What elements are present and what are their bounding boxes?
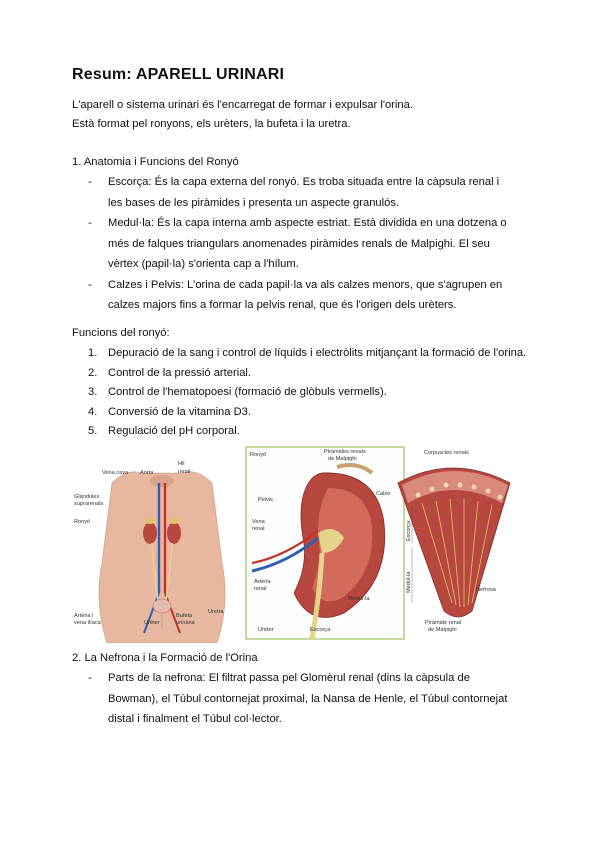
label-pelvis: Pelvis [258,497,273,503]
label-ronyo-panel: Ronyó [250,452,267,458]
section-2-heading: 2. La Nefrona i la Formació de l'Orina [72,652,258,664]
label-de-malpighi: de Malpighi [328,456,357,462]
label-aorta: Aorta [140,470,154,476]
label-nefrona: Nefrona [476,587,496,593]
label-vena-iliaca: vena ilíaca [74,620,101,626]
intro-line-2: Està format pel ronyons, els urèters, la bufeta i la uretra. [72,118,351,130]
section-2-list [88,668,508,730]
section-1-list [88,172,508,316]
label-hil-renal: renal [178,469,191,475]
label-vena-renal: renal [252,526,265,532]
list-item: 1. Depuració de la sang i control de líquids i electròlits mitjançant la formació de l'orina. [88,347,527,359]
list-item: 5. Regulació del pH corporal. [88,425,240,437]
label-piramide-malpighi: de Malpighi [428,627,457,633]
intro-line-1: L'aparell o sistema urinari és l'encarregat de formar i expulsar l'orina. [72,99,413,111]
label-hil: Hil [178,461,185,467]
list-item: 4. Conversió de la vitamina D3. [88,405,252,418]
urinary-system-figure [72,443,542,643]
list-item: - Escorça: És la capa externa del ronyó. Es troba situada entre la càpsula renal i les bases de les piràmides i presenta un aspecte granulós. [88,172,508,213]
functions-list [88,344,548,442]
list-item: 2. Control de la pressió arterial. [88,366,252,379]
label-uretra: Uretra [208,609,224,615]
list-item: - Calzes i Pelvis: L'orina de cada papil·la va als calzes menors, que s'agrupen en calzes majors fins a formar la pelvis renal, que és l'origen dels urèters. [88,275,508,316]
label-escorca-detail: Escorça [406,520,412,541]
document-title: Resum: APARELL URINARI [72,66,285,83]
label-escorca-panel: Escorça [310,627,331,633]
label-glandules: Glàndules [74,494,100,500]
list-item: - Medul·la: És la capa interna amb aspecte estriat. Està dividida en una dotzena o més de falques triangulars anomenades piràmides renals de Malpighi. El seu vèrtex (papil·la) s'orienta cap a l'hílum. [88,213,508,275]
section-1-heading: 1. Anatomia i Funcions del Ronyó [72,156,239,168]
label-ureter-body: Urèter [144,620,160,626]
label-calze: Calze [376,491,391,497]
label-arteria: Artèria [254,579,271,585]
label-piramides: Piràmides renals [324,449,366,455]
label-arteria-renal: renal [254,586,267,592]
list-item: - Parts de la nefrona: El filtrat passa pel Glomèrul renal (dins la càpsula de Bowman), el Túbul contornejat proximal, la Nansa de Henle, el Túbul contornejat distal i finalment el Túbul col·lector. [88,668,508,730]
label-ureter-panel: Urèter [258,627,274,633]
body-illustration [99,472,225,643]
label-bufeta: Bufeta [176,613,193,619]
functions-heading: Funcions del ronyó: [72,327,170,339]
label-piramide-renal: Piràmide renal [425,620,462,626]
label-medulla-detail: Medul·la [406,571,412,593]
label-vena: Vena [252,519,265,525]
label-ronyo-body: Ronyó [74,519,91,525]
label-bufeta-urinaria: urinària [176,620,195,626]
label-medulla: Medul·la [348,596,370,602]
label-vena-cava: Vena cava [102,470,129,476]
list-item: 3. Control de l'hematopoesi (formació de glòbuls vermells). [88,386,387,398]
label-arteria-iliaca: Artèria i [74,613,94,619]
label-suprarenals: suprarenals [74,501,104,507]
pyramid-detail [398,468,510,617]
label-corpuscles: Corpuscles renals [424,450,469,456]
